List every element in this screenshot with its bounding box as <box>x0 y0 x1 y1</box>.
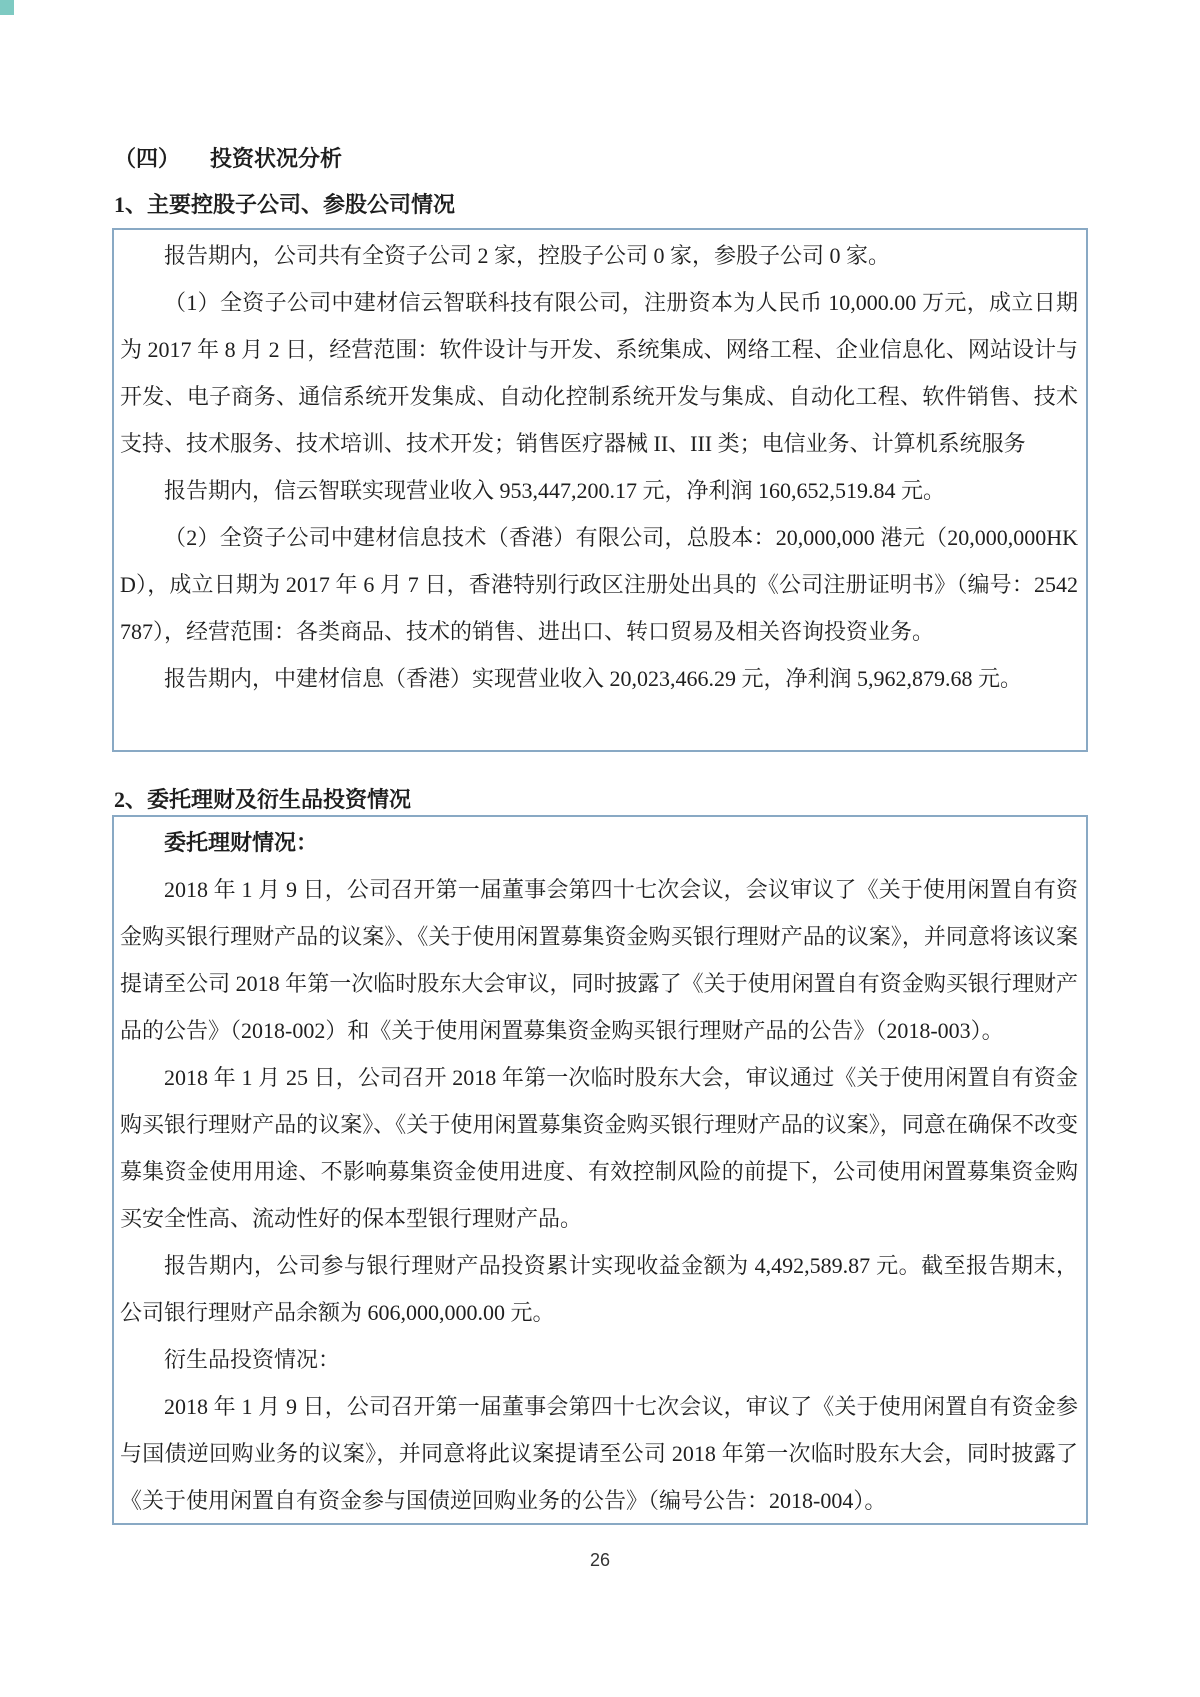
subsection2-heading: 2、委托理财及衍生品投资情况 <box>114 787 412 812</box>
paragraph: 2018 年 1 月 9 日，公司召开第一届董事会第四十七次会议，会议审议了《关于使用闲置自有资金购买银行理财产品的议案》、《关于使用闲置募集资金购买银行理财产品的议案》，并同意将该议案提请至公司 2018 年第一次临时股东大会审议，同时披露了《关于使用闲置自有资金购买银行理财产品的公告》（2018-002）和《关于使用闲置募集资金购买银行理财产品的公告》（2018-003）。 <box>120 877 1078 1043</box>
wealth-management-box <box>112 815 1088 1525</box>
paragraph: 报告期内，中建材信息（香港）实现营业收入 20,023,466.29 元，净利润 5,962,879.68 元。 <box>164 666 1023 691</box>
subsection1-heading: 1、主要控股子公司、参股公司情况 <box>114 192 456 217</box>
page-number: 26 <box>589 1550 611 1570</box>
section-label: （四） <box>114 146 181 171</box>
paragraph: （1）全资子公司中建材信云智联科技有限公司，注册资本为人民币 10,000.00 万元，成立日期为 2017 年 8 月 2 日，经营范围：软件设计与开发、系统集成、网络工程、企业信息化、网站设计与开发、电子商务、通信系统开发集成、自动化控制系统开发与集成、自动化工程、软件销售、技术支持、技术服务、技术培训、技术开发；销售医疗器械 II、III 类；电信业务、计算机系统服务 <box>120 290 1078 456</box>
page-corner-mark <box>0 0 14 15</box>
section-heading <box>114 142 342 173</box>
paragraph: 报告期内，公司参与银行理财产品投资累计实现收益金额为 4,492,589.87 元。截至报告期末，公司银行理财产品余额为 606,000,000.00 元。 <box>120 1253 1078 1325</box>
paragraph: 2018 年 1 月 9 日，公司召开第一届董事会第四十七次会议，审议了《关于使用闲置自有资金参与国债逆回购业务的议案》，并同意将此议案提请至公司 2018 年第一次临时股东大会，同时披露了《关于使用闲置自有资金参与国债逆回购业务的公告》（编号公告：2018-004）。 <box>120 1394 1078 1513</box>
wealth-management-label: 委托理财情况： <box>164 830 319 855</box>
paragraph: 报告期内，信云智联实现营业收入 953,447,200.17 元，净利润 160,652,519.84 元。 <box>164 478 946 503</box>
paragraph: （2）全资子公司中建材信息技术（香港）有限公司，总股本：20,000,000 港元（20,000,000HKD），成立日期为 2017 年 6 月 7 日，香港特别行政区注册处出具的《公司注册证明书》（编号：2542787），经营范围：各类商品、技术的销售、进出口、转口贸易及相关咨询投资业务。 <box>120 525 1078 644</box>
section-title: 投资状况分析 <box>210 146 343 171</box>
derivatives-label: 衍生品投资情况： <box>164 1347 341 1372</box>
subsidiaries-box <box>112 228 1088 752</box>
paragraph: 报告期内，公司共有全资子公司 2 家，控股子公司 0 家，参股子公司 0 家。 <box>164 243 891 268</box>
paragraph: 2018 年 1 月 25 日，公司召开 2018 年第一次临时股东大会，审议通过《关于使用闲置自有资金购买银行理财产品的议案》、《关于使用闲置募集资金购买银行理财产品的议案》，同意在确保不改变募集资金使用用途、不影响募集资金使用进度、有效控制风险的前提下，公司使用闲置募集资金购买安全性高、流动性好的保本型银行理财产品。 <box>120 1065 1078 1231</box>
